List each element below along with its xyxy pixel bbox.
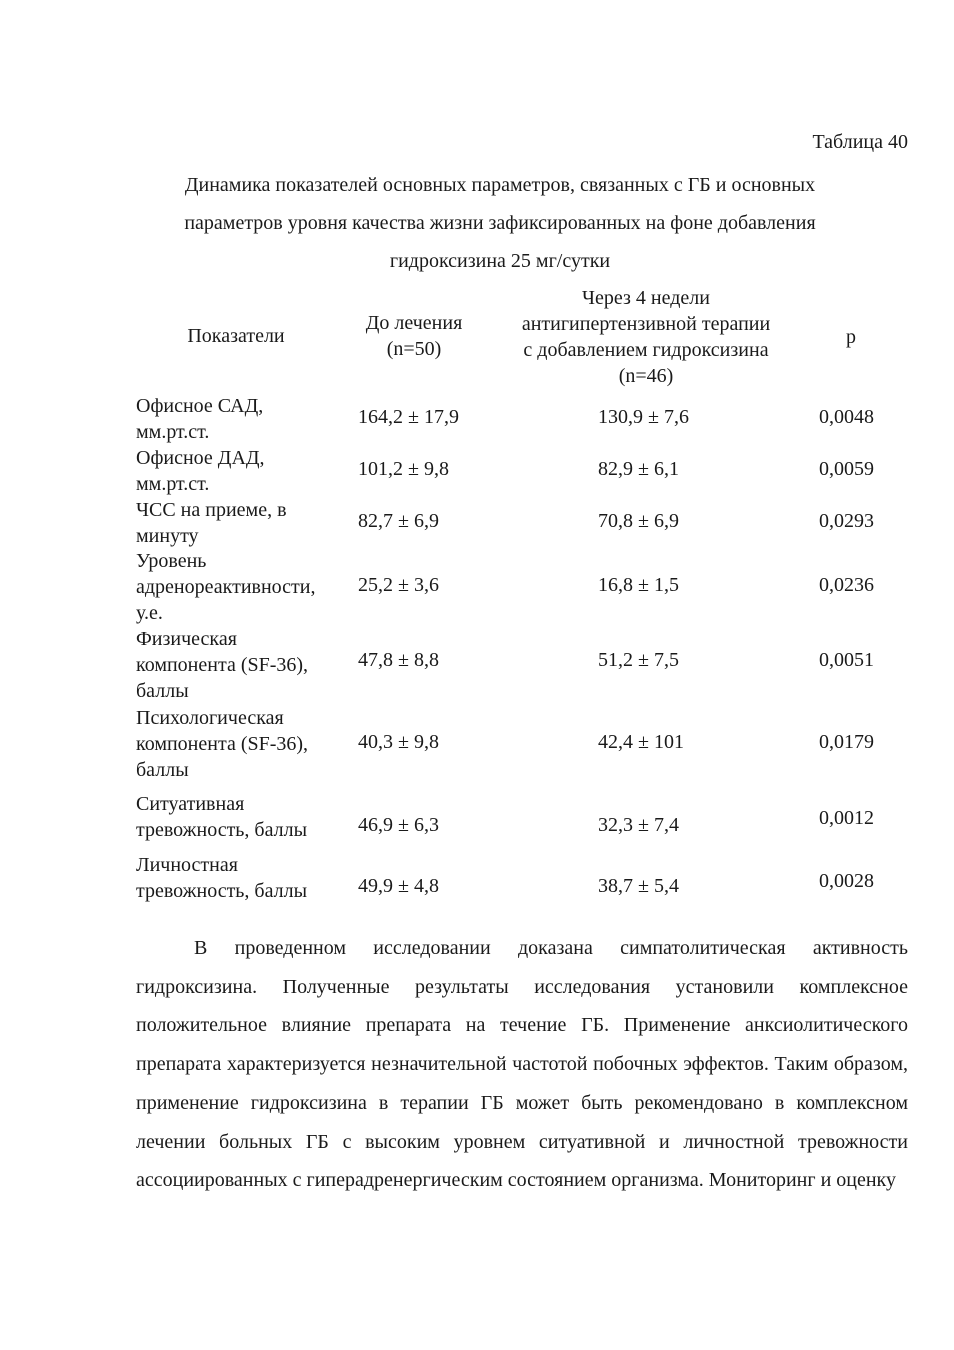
cell-after: 16,8 ± 1,5 <box>598 574 679 596</box>
row-indicator-line: мм.рт.ст. <box>136 421 210 443</box>
cell-before: 47,8 ± 8,8 <box>358 649 439 671</box>
row-indicator <box>136 705 346 783</box>
header-after <box>491 285 801 389</box>
cell-p: 0,0236 <box>819 574 874 596</box>
row-indicator-line: тревожность, баллы <box>136 880 308 902</box>
table-row <box>136 622 908 700</box>
body-paragraph: В проведенном исследовании доказана симпатолитическая активность гидроксизина. Полученные результаты исследования установили комплексное положительное влияние препарата на течение ГБ. Применение анксиолитического препарата характеризуется незначительной частотой побочных эффектов. Таким образом, применение гидроксизина в терапии ГБ может быть рекомендовано в комплексном лечении больных ГБ с высоким уровнем ситуативной и личностной тревожности ассоциированных с гиперадренергическим состоянием организма. Мониторинг и оценку <box>136 937 908 1192</box>
cell-after: 70,8 ± 6,9 <box>598 510 679 532</box>
header-p: р <box>846 326 856 348</box>
cell-before: 82,7 ± 6,9 <box>358 510 439 532</box>
table-row <box>136 700 908 786</box>
row-indicator-line: адренореактивности, <box>136 576 316 598</box>
table-row <box>136 544 908 622</box>
cell-p: 0,0028 <box>819 870 874 892</box>
row-indicator <box>136 445 346 497</box>
row-indicator-line: баллы <box>136 680 189 702</box>
cell-before: 164,2 ± 17,9 <box>358 406 459 428</box>
table-number: Таблица 40 <box>812 131 908 153</box>
row-indicator-line: компонента (SF-36), <box>136 654 309 676</box>
cell-before: 101,2 ± 9,8 <box>358 458 449 480</box>
cell-after: 42,4 ± 101 <box>598 731 684 753</box>
caption-line: гидроксизина 25 мг/сутки <box>389 250 611 272</box>
row-indicator-line: тревожность, баллы <box>136 819 308 841</box>
cell-before: 40,3 ± 9,8 <box>358 731 439 753</box>
row-indicator-line: минуту <box>136 525 199 547</box>
table-header-row <box>136 284 908 388</box>
row-indicator <box>136 852 346 904</box>
cell-before: 25,2 ± 3,6 <box>358 574 439 596</box>
row-indicator-line: Офисное САД, <box>136 395 264 417</box>
row-indicator-line: ЧСС на приеме, в <box>136 499 287 521</box>
table-row <box>136 440 908 495</box>
caption-line: параметров уровня качества жизни зафиксированных на фоне добавления <box>184 212 816 234</box>
row-indicator <box>136 497 346 549</box>
cell-p: 0,0059 <box>819 458 874 480</box>
header-after-line: с добавлением гидроксизина <box>523 339 769 361</box>
table-row <box>136 786 908 848</box>
cell-before: 46,9 ± 6,3 <box>358 814 439 836</box>
cell-p: 0,0012 <box>819 807 874 829</box>
row-indicator-line: баллы <box>136 759 189 781</box>
row-indicator-line: Офисное ДАД, <box>136 447 265 469</box>
cell-p: 0,0048 <box>819 406 874 428</box>
row-indicator <box>136 548 346 626</box>
table-row <box>136 388 908 443</box>
row-indicator <box>136 791 346 843</box>
caption-line: Динамика показателей основных параметров, связанных с ГБ и основных <box>184 174 816 196</box>
table-caption <box>120 166 880 280</box>
cell-before: 49,9 ± 4,8 <box>358 875 439 897</box>
cell-after: 38,7 ± 5,4 <box>598 875 679 897</box>
row-indicator-line: у.е. <box>136 602 163 624</box>
cell-p: 0,0293 <box>819 510 874 532</box>
header-after-line: Через 4 недели <box>582 287 710 309</box>
header-indicator: Показатели <box>187 325 285 347</box>
table-row <box>136 492 908 547</box>
row-indicator-line: Личностная <box>136 854 238 876</box>
row-indicator-line: Уровень <box>136 550 207 572</box>
row-indicator <box>136 626 346 704</box>
cell-after: 32,3 ± 7,4 <box>598 814 679 836</box>
header-before <box>344 310 484 362</box>
row-indicator <box>136 393 346 445</box>
cell-p: 0,0179 <box>819 731 874 753</box>
data-table <box>136 284 908 910</box>
cell-after: 130,9 ± 7,6 <box>598 406 689 428</box>
table-row <box>136 848 908 910</box>
row-indicator-line: Ситуативная <box>136 793 245 815</box>
header-before-line: До лечения <box>365 312 463 334</box>
row-indicator-line: мм.рт.ст. <box>136 473 210 495</box>
header-after-line: антигипертензивной терапии <box>521 313 771 335</box>
row-indicator-line: компонента (SF-36), <box>136 733 309 755</box>
header-after-line: (n=46) <box>618 365 674 387</box>
row-indicator-line: Психологическая <box>136 707 284 729</box>
header-before-line: (n=50) <box>386 338 442 360</box>
cell-after: 51,2 ± 7,5 <box>598 649 679 671</box>
cell-after: 82,9 ± 6,1 <box>598 458 679 480</box>
cell-p: 0,0051 <box>819 649 874 671</box>
row-indicator-line: Физическая <box>136 628 237 650</box>
